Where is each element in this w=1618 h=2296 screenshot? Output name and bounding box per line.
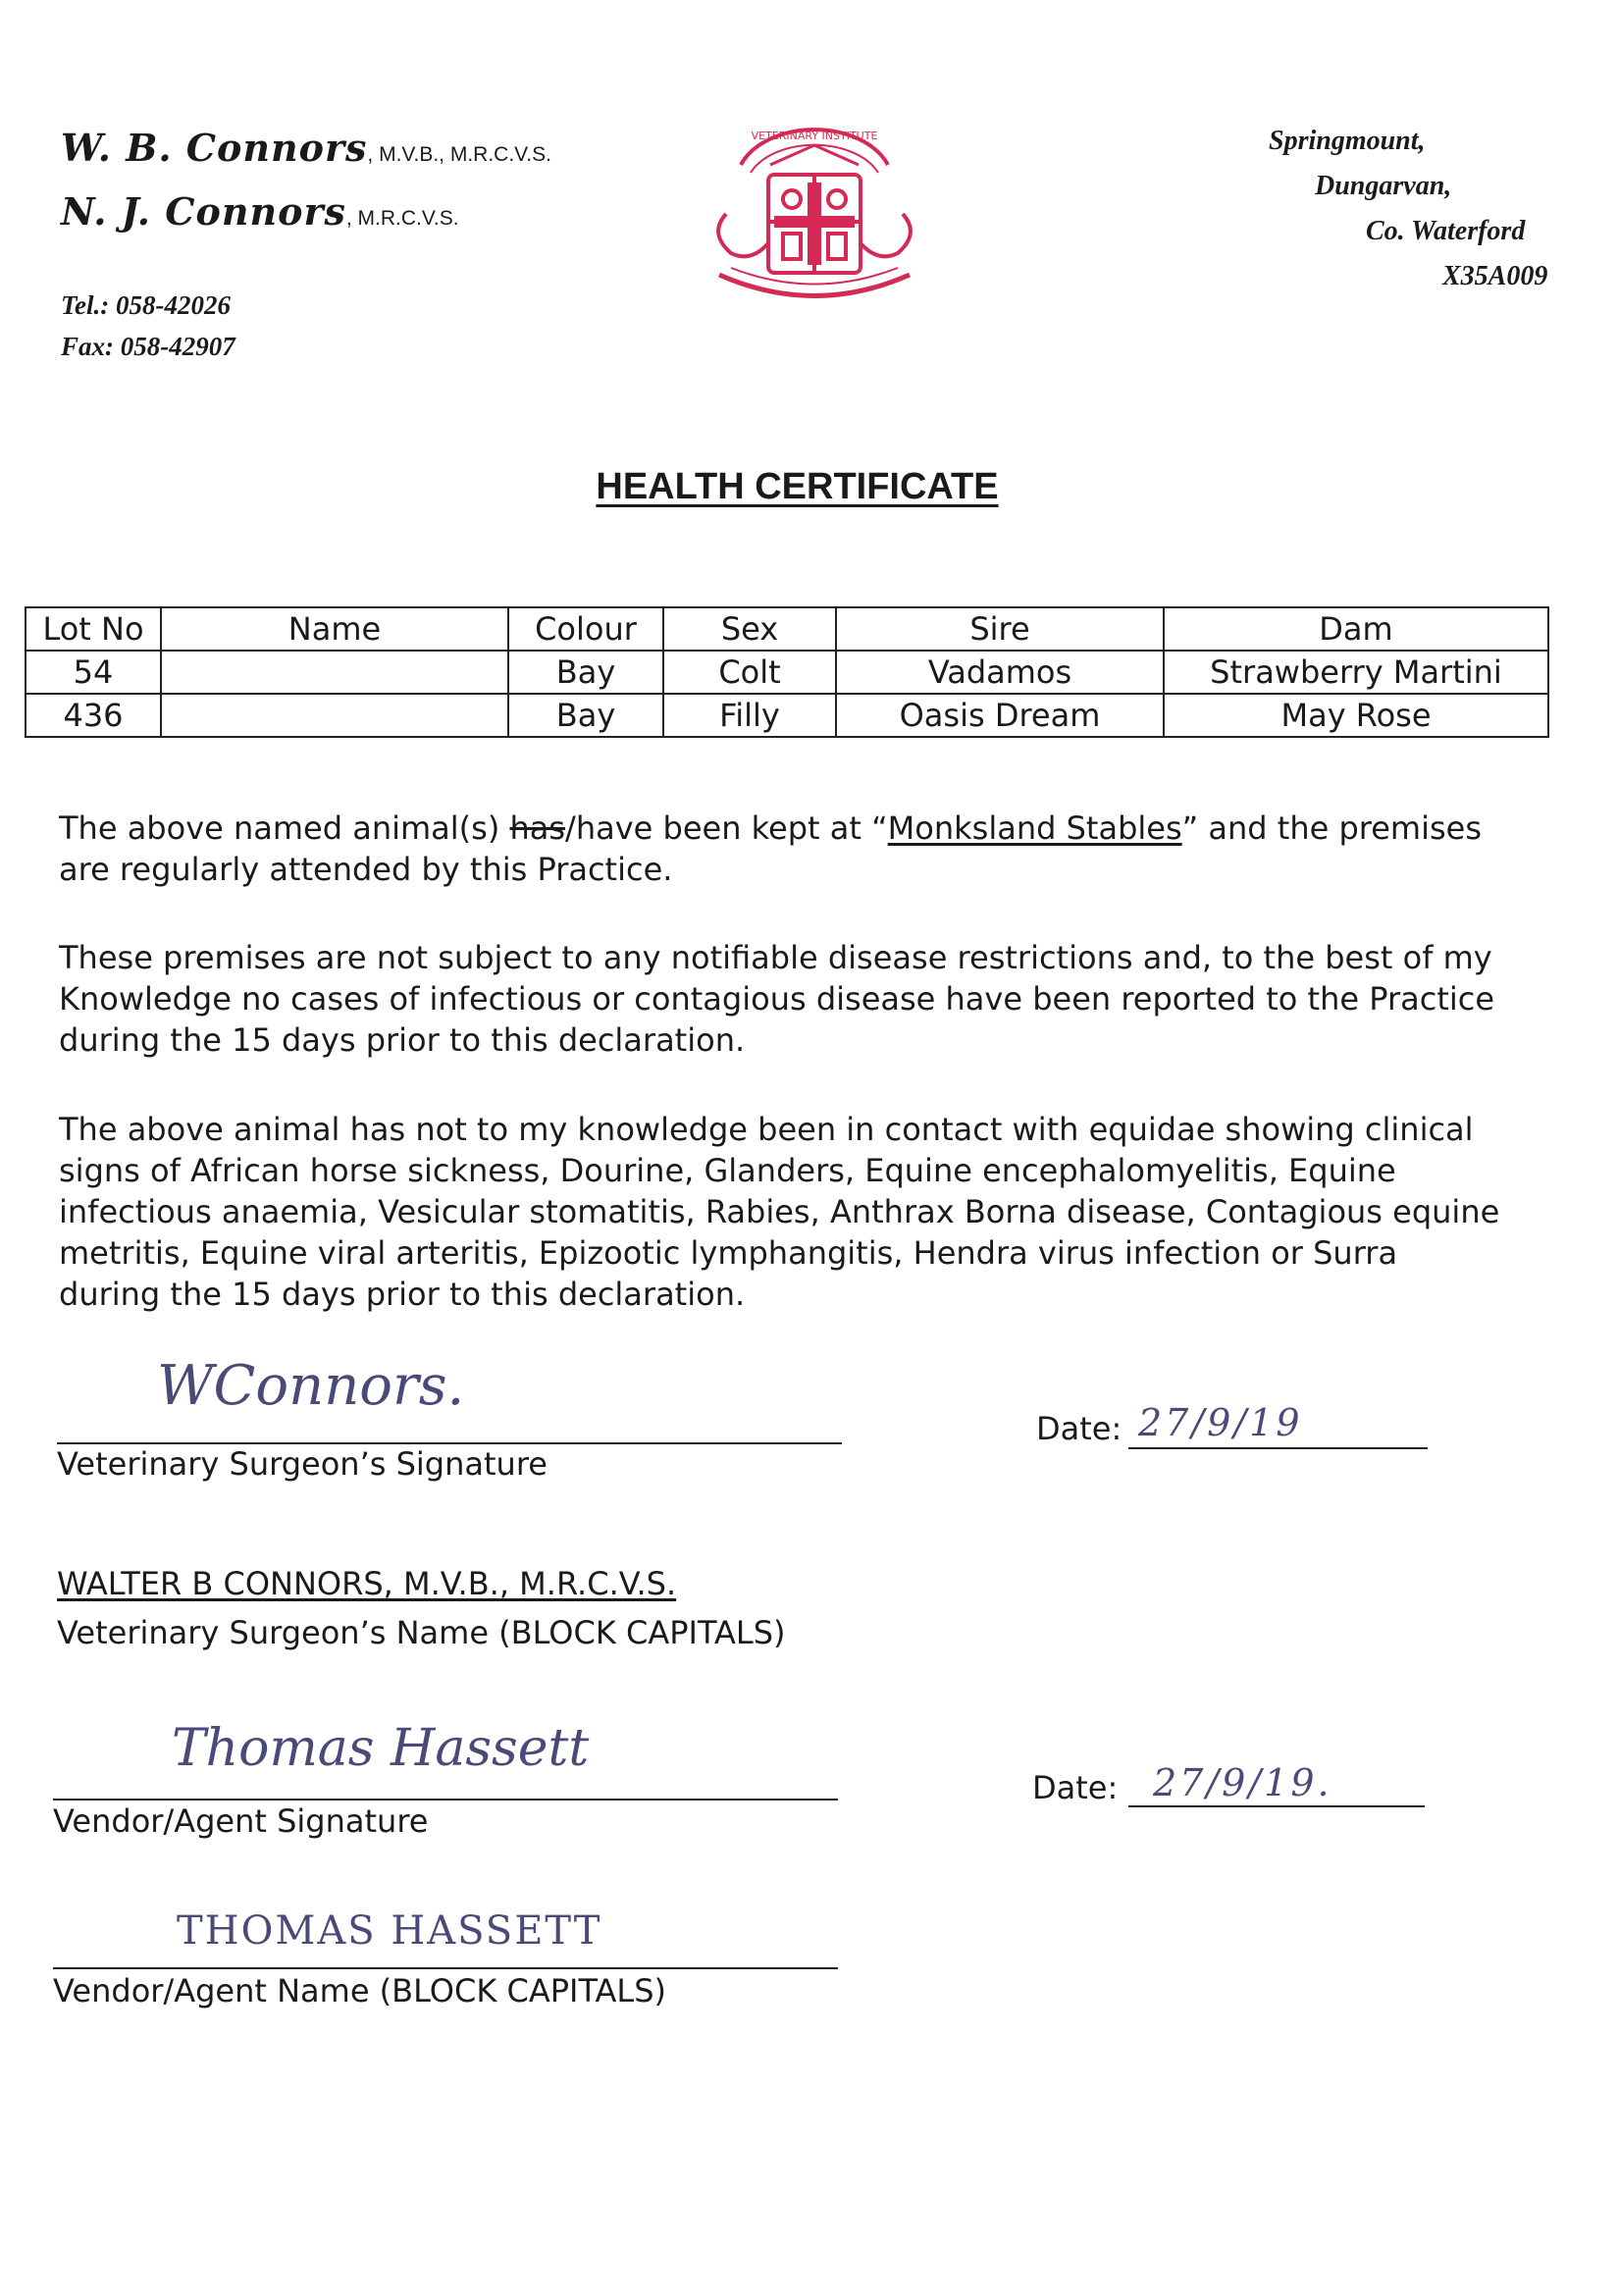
table-row xyxy=(26,651,1548,694)
vet-name-value: WALTER B CONNORS, M.V.B., M.R.C.V.S. xyxy=(57,1565,677,1602)
contact-block xyxy=(61,285,235,367)
cell-colour: Bay xyxy=(508,694,663,737)
vendor-name-handwritten: THOMAS HASSETT xyxy=(177,1908,602,1954)
cell-sex: Colt xyxy=(663,651,836,694)
cell-lot-no: 54 xyxy=(26,651,161,694)
vet-1-name: W. B. Connors xyxy=(61,126,368,170)
header-colour: Colour xyxy=(508,607,663,651)
cell-name xyxy=(161,651,508,694)
paragraph-disease-restrictions xyxy=(59,937,1501,1061)
p1-after: ” and the premises are regularly attended by this Practice. xyxy=(59,809,1482,888)
cell-dam: Strawberry Martini xyxy=(1164,651,1548,694)
vendor-name-line xyxy=(53,1967,838,1969)
vendor-signature-line xyxy=(53,1799,838,1800)
vet-name-caption: Veterinary Surgeon’s Name (BLOCK CAPITALS) xyxy=(57,1614,786,1651)
tel-number: Tel.: 058-42026 xyxy=(61,290,231,320)
address-line-1: Springmount, xyxy=(1269,126,1426,156)
header-lot-no: Lot No xyxy=(26,607,161,651)
address-line-4: X35A009 xyxy=(1442,261,1548,291)
table-row xyxy=(26,694,1548,737)
vet-signature-handwritten: WConnors. xyxy=(157,1354,465,1418)
table-header-row xyxy=(26,607,1548,651)
address-line-2: Dungarvan, xyxy=(1315,171,1452,201)
header-sex: Sex xyxy=(663,607,836,651)
vet-date-label: Date: xyxy=(1036,1410,1122,1447)
vet-2-quals: , M.R.C.V.S. xyxy=(345,207,459,230)
p2-text: These premises are not subject to any notifiable disease restrictions and, to the best of my Knowledge no cases of infectious or contagious disease have been reported to the Practice during the 15 days prior to this declaration. xyxy=(59,939,1495,1059)
vendor-date-value: 27/9/19. xyxy=(1153,1761,1332,1804)
header-name: Name xyxy=(161,607,508,651)
paragraph-contact-declaration xyxy=(59,1109,1501,1315)
cell-lot-no: 436 xyxy=(26,694,161,737)
vet-1-heading xyxy=(61,126,551,170)
lot-table xyxy=(25,606,1549,738)
vendor-name-caption: Vendor/Agent Name (BLOCK CAPITALS) xyxy=(53,1972,667,2009)
vet-signature-line xyxy=(57,1442,842,1444)
cell-colour: Bay xyxy=(508,651,663,694)
p1-mid: /have been kept at “ xyxy=(565,809,888,847)
crest-logo xyxy=(702,106,927,312)
vendor-date-line xyxy=(1128,1805,1425,1807)
vet-1-quals: , M.V.B., M.R.C.V.S. xyxy=(367,143,551,166)
premises-name: Monksland Stables xyxy=(887,809,1182,847)
header-sire: Sire xyxy=(836,607,1164,651)
vendor-signature-caption: Vendor/Agent Signature xyxy=(53,1802,429,1840)
address-line-3: Co. Waterford xyxy=(1366,216,1526,246)
cell-sex: Filly xyxy=(663,694,836,737)
cell-sire: Oasis Dream xyxy=(836,694,1164,737)
vendor-signature-handwritten: Thomas Hassett xyxy=(172,1719,590,1778)
cell-dam: May Rose xyxy=(1164,694,1548,737)
cell-name xyxy=(161,694,508,737)
vet-date-line xyxy=(1128,1447,1428,1449)
vet-signature-caption: Veterinary Surgeon’s Signature xyxy=(57,1445,548,1483)
cell-sire: Vadamos xyxy=(836,651,1164,694)
header-dam: Dam xyxy=(1164,607,1548,651)
fax-number: Fax: 058-42907 xyxy=(61,332,235,361)
certificate-title: HEALTH CERTIFICATE xyxy=(596,466,999,507)
p3-text: The above animal has not to my knowledge been in contact with equidae showing clinical signs of African horse sickness, Dourine, Glanders, Equine encephalomyelitis, Equine infectious anaemia, Vesicular stomatitis, Rabies, Anthrax Borna disease, Contagious equine metritis, Equine viral arteritis, Epizootic lymphangitis, Hendra virus infection or Surra during the 15 days prior to this declaration. xyxy=(59,1111,1500,1313)
paragraph-premises xyxy=(59,808,1501,890)
vet-2-name: N. J. Connors xyxy=(61,189,346,234)
crest-text: VETERINARY INSTITUTE xyxy=(751,130,878,142)
vet-date-value: 27/9/19 xyxy=(1138,1401,1303,1444)
vendor-date-label: Date: xyxy=(1032,1769,1119,1806)
p1-before: The above named animal(s) xyxy=(59,809,510,847)
vet-2-heading xyxy=(61,189,459,234)
p1-struck-word: has xyxy=(509,809,566,847)
